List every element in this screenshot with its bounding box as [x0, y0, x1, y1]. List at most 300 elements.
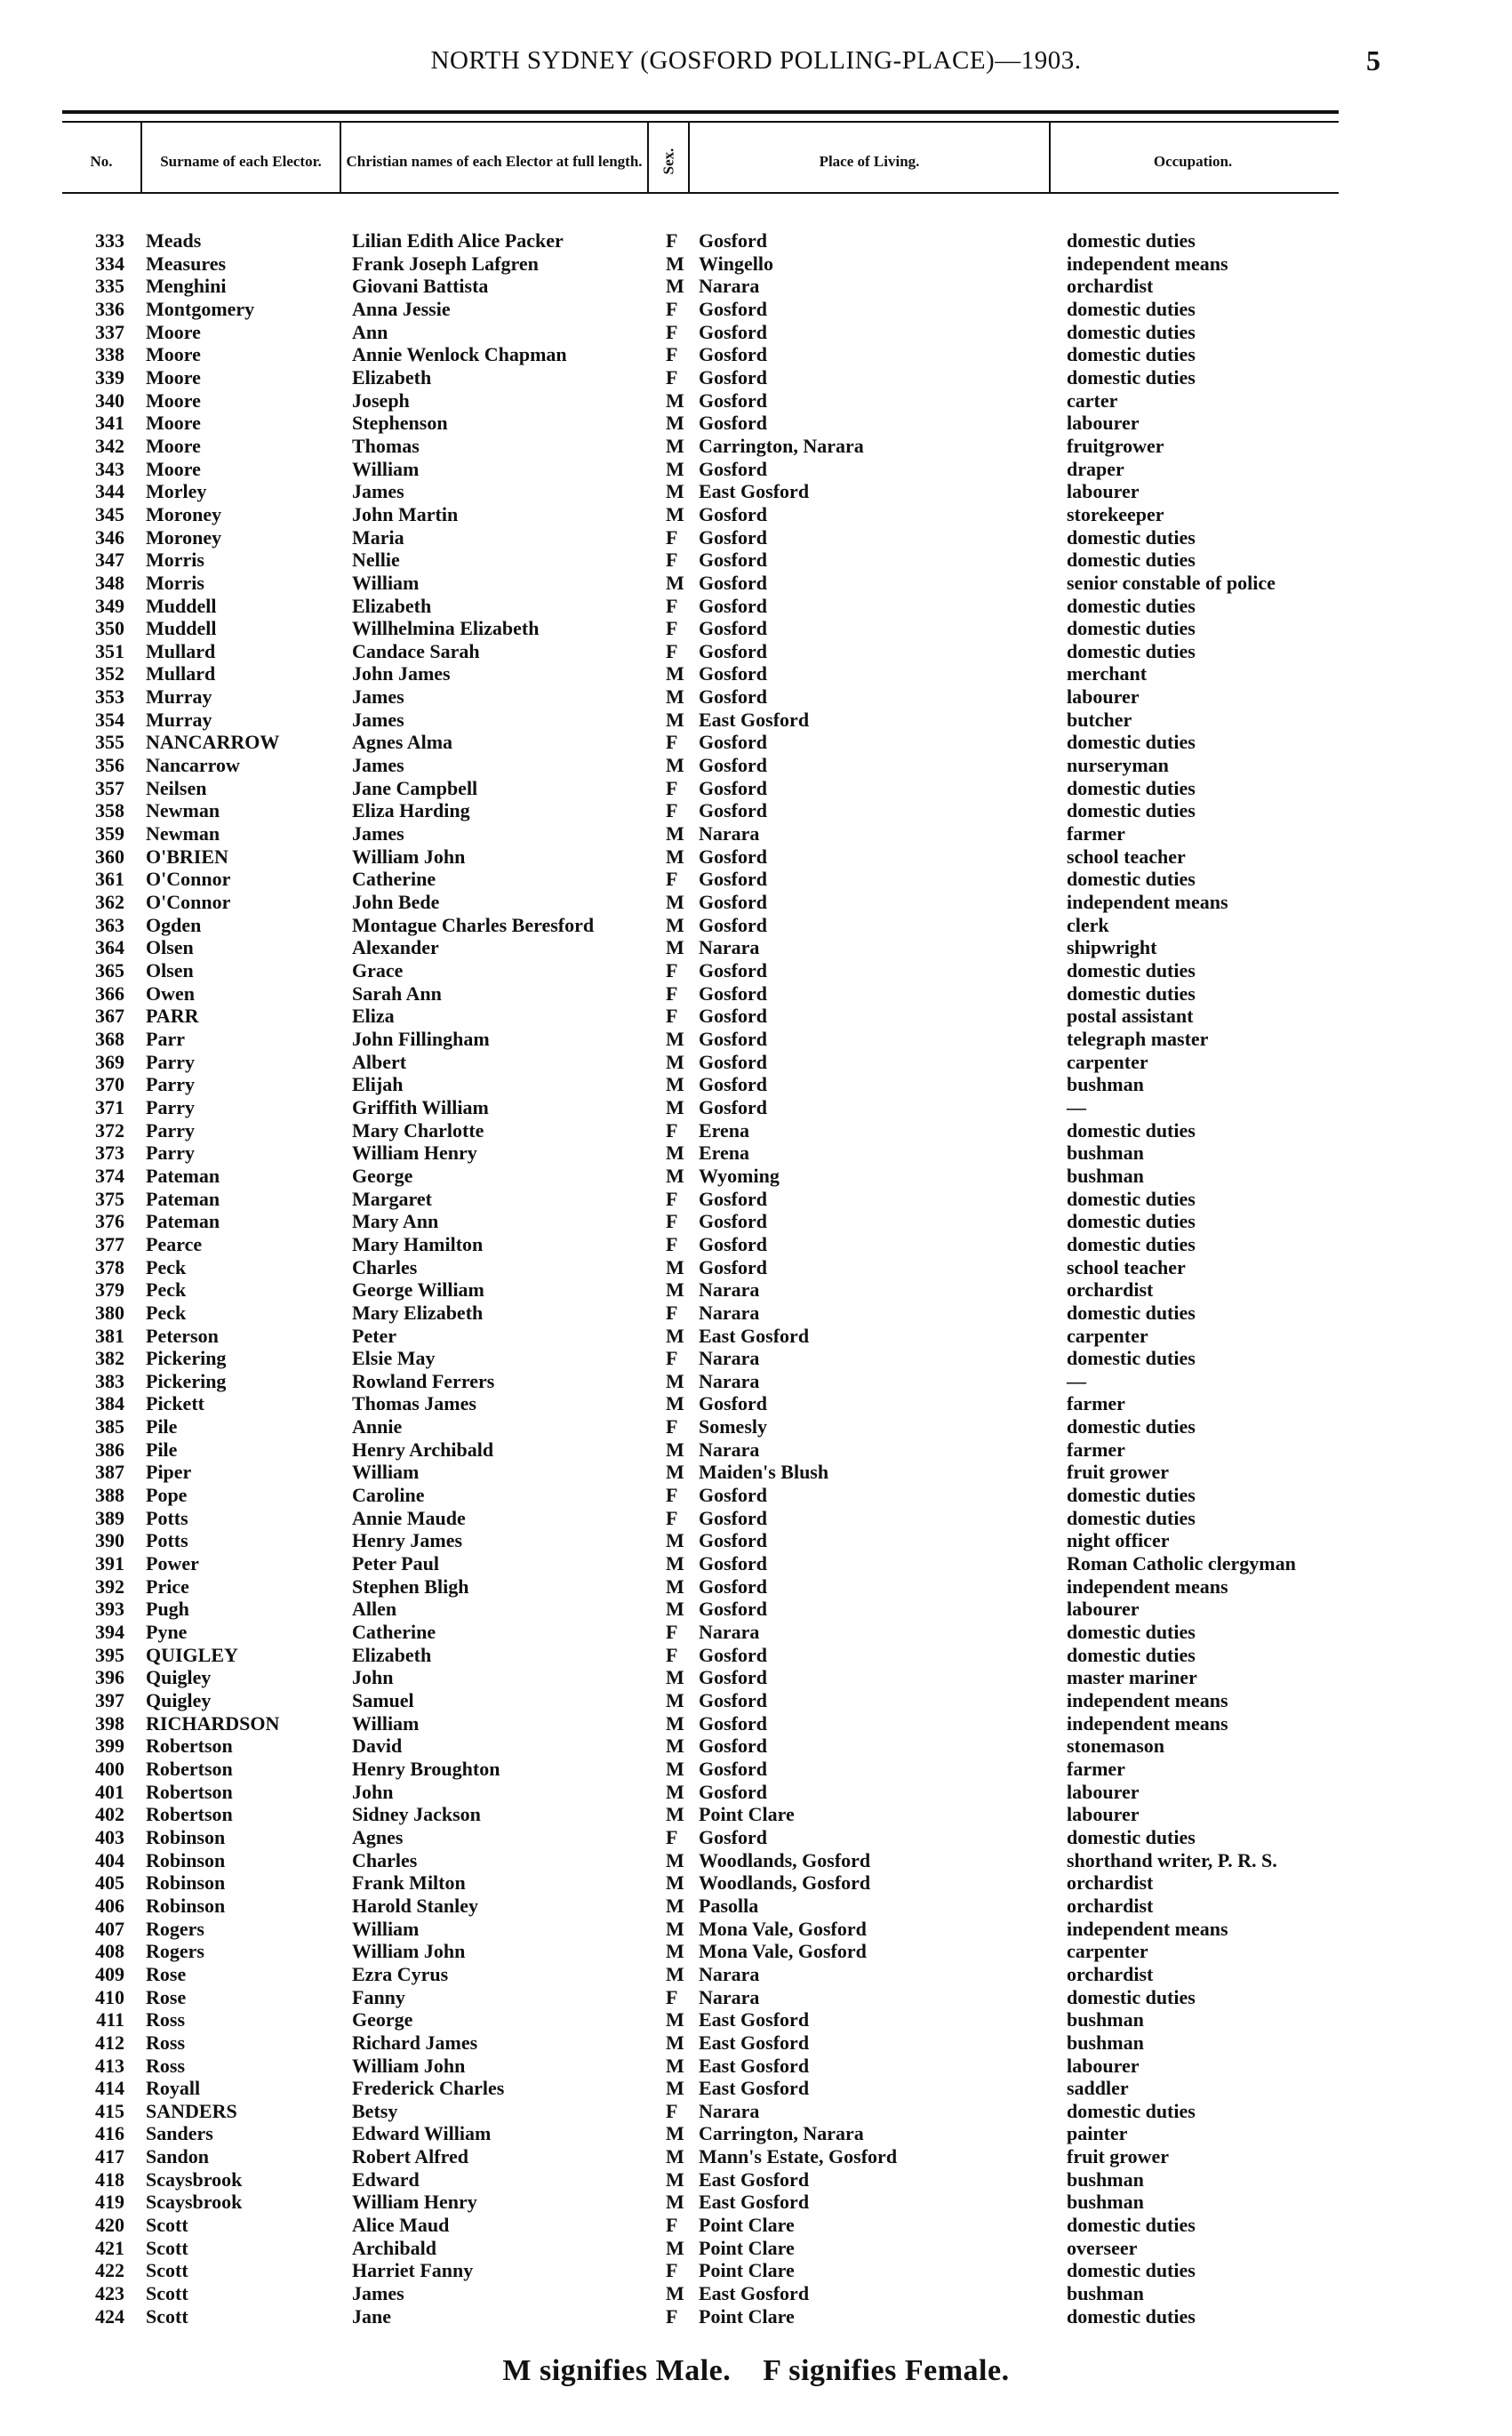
elector-sex: F: [666, 1643, 678, 1666]
elector-place: Carrington, Narara: [699, 434, 864, 457]
elector-occupation: bushman: [1067, 2282, 1144, 2305]
elector-place: Carrington, Narara: [699, 2122, 864, 2145]
table-row: [0, 2008, 1512, 2031]
elector-surname: O'Connor: [146, 868, 231, 891]
elector-place: Gosford: [699, 776, 767, 799]
elector-surname: Peterson: [146, 1324, 219, 1347]
elector-christian-names: Catherine: [352, 1621, 436, 1644]
elector-surname: Quigley: [146, 1666, 212, 1689]
elector-place: Point Clare: [699, 2214, 795, 2237]
elector-place: Gosford: [699, 1255, 767, 1278]
elector-surname: NANCARROW: [146, 731, 280, 754]
elector-number: 377: [95, 1232, 124, 1255]
elector-christian-names: James: [352, 708, 404, 731]
elector-christian-names: Griffith William: [352, 1095, 489, 1118]
elector-sex: F: [666, 617, 678, 640]
elector-place: Narara: [699, 936, 760, 959]
elector-place: Gosford: [699, 1187, 767, 1210]
elector-surname: Peck: [146, 1255, 187, 1278]
elector-christian-names: Candace Sarah: [352, 639, 480, 662]
table-row: [0, 1849, 1512, 1872]
elector-number: 390: [95, 1529, 124, 1552]
elector-sex: M: [666, 891, 684, 914]
elector-occupation: domestic duties: [1067, 229, 1196, 252]
table-row: [0, 572, 1512, 595]
elector-sex: M: [666, 502, 684, 525]
elector-surname: Pickering: [146, 1347, 227, 1370]
elector-number: 413: [95, 2054, 124, 2077]
elector-place: Gosford: [699, 1575, 767, 1598]
elector-christian-names: James: [352, 754, 404, 777]
elector-place: Gosford: [699, 502, 767, 525]
elector-surname: Pyne: [146, 1621, 188, 1644]
elector-sex: M: [666, 1575, 684, 1598]
elector-number: 387: [95, 1461, 124, 1484]
elector-occupation: domestic duties: [1067, 343, 1196, 366]
elector-place: Gosford: [699, 343, 767, 366]
elector-sex: M: [666, 936, 684, 959]
elector-occupation: independent means: [1067, 891, 1228, 914]
elector-christian-names: Elsie May: [352, 1347, 436, 1370]
elector-sex: M: [666, 1894, 684, 1917]
table-row: [0, 1986, 1512, 2009]
elector-surname: QUIGLEY: [146, 1643, 238, 1666]
elector-number: 374: [95, 1164, 124, 1187]
elector-sex: F: [666, 1347, 678, 1370]
elector-sex: M: [666, 1027, 684, 1050]
elector-surname: Rose: [146, 1985, 187, 2008]
elector-surname: Morris: [146, 549, 204, 572]
table-row: [0, 2145, 1512, 2168]
elector-surname: Montgomery: [146, 297, 255, 320]
table-row: [0, 389, 1512, 413]
table-row: [0, 1758, 1512, 1781]
elector-sex: M: [666, 2168, 684, 2191]
elector-number: 373: [95, 1142, 124, 1165]
elector-sex: M: [666, 2145, 684, 2168]
elector-christian-names: Agnes: [352, 1825, 404, 1848]
elector-number: 382: [95, 1347, 124, 1370]
elector-christian-names: Rowland Ferrers: [352, 1369, 495, 1392]
elector-number: 366: [95, 982, 124, 1005]
elector-occupation: master mariner: [1067, 1666, 1197, 1689]
elector-place: Gosford: [699, 1210, 767, 1233]
table-row: [0, 1415, 1512, 1438]
elector-surname: Olsen: [146, 936, 194, 959]
elector-number: 371: [95, 1095, 124, 1118]
elector-sex: F: [666, 1825, 678, 1848]
elector-number: 345: [95, 502, 124, 525]
elector-number: 348: [95, 571, 124, 594]
elector-christian-names: Annie: [352, 1415, 403, 1438]
table-row: [0, 1256, 1512, 1279]
elector-place: Wyoming: [699, 1164, 780, 1187]
elector-occupation: carpenter: [1067, 1050, 1148, 1073]
elector-occupation: fruit grower: [1067, 1461, 1170, 1484]
elector-sex: F: [666, 343, 678, 366]
elector-occupation: bushman: [1067, 1164, 1144, 1187]
elector-place: Gosford: [699, 1666, 767, 1689]
elector-occupation: domestic duties: [1067, 1118, 1196, 1142]
elector-surname: Scott: [146, 2259, 188, 2282]
elector-christian-names: Elizabeth: [352, 365, 432, 389]
elector-sex: M: [666, 2236, 684, 2259]
elector-sex: M: [666, 1871, 684, 1895]
table-row: [0, 435, 1512, 458]
elector-sex: M: [666, 685, 684, 709]
elector-number: 336: [95, 297, 124, 320]
elector-surname: RICHARDSON: [146, 1711, 280, 1735]
elector-place: East Gosford: [699, 2054, 810, 2077]
elector-sex: M: [666, 457, 684, 480]
page-number: 5: [1366, 44, 1380, 76]
elector-place: East Gosford: [699, 2282, 810, 2305]
elector-number: 341: [95, 412, 124, 435]
elector-number: 417: [95, 2145, 124, 2168]
elector-sex: F: [666, 2099, 678, 2122]
elector-place: Gosford: [699, 1689, 767, 1711]
table-row: [0, 343, 1512, 366]
elector-sex: M: [666, 434, 684, 457]
elector-place: Gosford: [699, 457, 767, 480]
table-row: [0, 1895, 1512, 1918]
elector-sex: M: [666, 708, 684, 731]
elector-christian-names: Caroline: [352, 1484, 425, 1507]
elector-occupation: —: [1067, 1369, 1086, 1392]
elector-sex: M: [666, 1689, 684, 1711]
elector-occupation: clerk: [1067, 913, 1109, 936]
elector-sex: M: [666, 1848, 684, 1871]
table-row: [0, 595, 1512, 618]
elector-christian-names: Elizabeth: [352, 594, 432, 617]
elector-number: 392: [95, 1575, 124, 1598]
elector-place: Gosford: [699, 959, 767, 982]
elector-number: 356: [95, 754, 124, 777]
elector-surname: Rogers: [146, 1917, 204, 1940]
elector-sex: F: [666, 982, 678, 1005]
elector-sex: F: [666, 594, 678, 617]
elector-sex: F: [666, 1005, 678, 1028]
elector-place: East Gosford: [699, 708, 810, 731]
elector-surname: Moore: [146, 365, 201, 389]
elector-sex: M: [666, 412, 684, 435]
elector-sex: F: [666, 2304, 678, 2328]
elector-number: 370: [95, 1073, 124, 1096]
elector-occupation: draper: [1067, 457, 1124, 480]
elector-number: 399: [95, 1735, 124, 1758]
elector-occupation: bushman: [1067, 2031, 1144, 2054]
elector-place: Gosford: [699, 891, 767, 914]
elector-christian-names: Willhelmina Elizabeth: [352, 617, 540, 640]
elector-christian-names: Mary Hamilton: [352, 1232, 484, 1255]
elector-number: 400: [95, 1757, 124, 1780]
elector-place: Gosford: [699, 1232, 767, 1255]
table-row: [0, 617, 1512, 640]
elector-sex: M: [666, 1529, 684, 1552]
elector-surname: Robinson: [146, 1825, 226, 1848]
elector-sex: M: [666, 2008, 684, 2031]
table-row: [0, 2055, 1512, 2078]
elector-occupation: domestic duties: [1067, 1210, 1196, 1233]
elector-surname: Robertson: [146, 1780, 233, 1803]
table-row: [0, 1735, 1512, 1758]
elector-christian-names: John Fillingham: [352, 1027, 490, 1050]
elector-occupation: domestic duties: [1067, 1415, 1196, 1438]
elector-number: 352: [95, 662, 124, 685]
elector-surname: Parry: [146, 1095, 195, 1118]
elector-place: Gosford: [699, 868, 767, 891]
elector-christian-names: Mary Charlotte: [352, 1118, 484, 1142]
column-header-surname: Surname of each Elector.: [160, 152, 322, 170]
elector-sex: F: [666, 1506, 678, 1529]
elector-place: Mona Vale, Gosford: [699, 1940, 867, 1963]
elector-number: 407: [95, 1917, 124, 1940]
elector-occupation: storekeeper: [1067, 502, 1164, 525]
elector-christian-names: Charles: [352, 1255, 418, 1278]
elector-number: 381: [95, 1324, 124, 1347]
elector-christian-names: Ezra Cyrus: [352, 1962, 449, 1985]
elector-occupation: orchardist: [1067, 1871, 1154, 1895]
elector-number: 342: [95, 434, 124, 457]
elector-number: 355: [95, 731, 124, 754]
elector-surname: Rogers: [146, 1940, 204, 1963]
elector-sex: F: [666, 1415, 678, 1438]
elector-christian-names: Nellie: [352, 549, 400, 572]
elector-christian-names: Agnes Alma: [352, 731, 453, 754]
elector-place: Gosford: [699, 297, 767, 320]
table-row: [0, 1005, 1512, 1028]
elector-surname: Meads: [146, 229, 202, 252]
table-row: [0, 2305, 1512, 2328]
elector-christian-names: Stephenson: [352, 412, 448, 435]
elector-number: 393: [95, 1598, 124, 1621]
elector-christian-names: William Henry: [352, 2191, 477, 2214]
table-row: [0, 275, 1512, 298]
elector-occupation: senior constable of police: [1067, 571, 1276, 594]
elector-sex: M: [666, 275, 684, 298]
table-row: [0, 1278, 1512, 1302]
elector-place: East Gosford: [699, 2191, 810, 2214]
elector-number: 360: [95, 845, 124, 868]
elector-sex: M: [666, 662, 684, 685]
elector-occupation: labourer: [1067, 1598, 1140, 1621]
elector-place: East Gosford: [699, 2031, 810, 2054]
elector-number: 422: [95, 2259, 124, 2282]
elector-number: 419: [95, 2191, 124, 2214]
elector-sex: M: [666, 1278, 684, 1302]
elector-christian-names: Henry James: [352, 1529, 463, 1552]
elector-place: Gosford: [699, 1643, 767, 1666]
elector-occupation: domestic duties: [1067, 320, 1196, 343]
elector-sex: M: [666, 2282, 684, 2305]
elector-christian-names: Samuel: [352, 1689, 414, 1711]
elector-number: 396: [95, 1666, 124, 1689]
table-row: [0, 1529, 1512, 1552]
elector-occupation: domestic duties: [1067, 639, 1196, 662]
elector-sex: M: [666, 1940, 684, 1963]
elector-sex: M: [666, 2122, 684, 2145]
elector-list: [0, 229, 1512, 2328]
table-row: [0, 252, 1512, 276]
elector-sex: M: [666, 754, 684, 777]
elector-number: 414: [95, 2077, 124, 2100]
elector-number: 397: [95, 1689, 124, 1711]
elector-number: 350: [95, 617, 124, 640]
elector-christian-names: Edward William: [352, 2122, 492, 2145]
elector-place: Gosford: [699, 1095, 767, 1118]
elector-number: 411: [96, 2008, 124, 2031]
table-row: [0, 480, 1512, 503]
elector-sex: M: [666, 2077, 684, 2100]
table-row: [0, 959, 1512, 982]
elector-surname: Potts: [146, 1506, 188, 1529]
elector-christian-names: Joseph: [352, 389, 410, 412]
elector-surname: Owen: [146, 982, 195, 1005]
elector-occupation: domestic duties: [1067, 2259, 1196, 2282]
table-row: [0, 1119, 1512, 1142]
elector-sex: M: [666, 2191, 684, 2214]
elector-number: 333: [95, 229, 124, 252]
elector-occupation: domestic duties: [1067, 2099, 1196, 2122]
elector-number: 379: [95, 1278, 124, 1302]
elector-surname: Robertson: [146, 1803, 233, 1826]
elector-number: 395: [95, 1643, 124, 1666]
elector-occupation: domestic duties: [1067, 1825, 1196, 1848]
elector-christian-names: Ann: [352, 320, 388, 343]
elector-number: 403: [95, 1825, 124, 1848]
elector-place: Gosford: [699, 1506, 767, 1529]
elector-surname: Scott: [146, 2304, 188, 2328]
table-row: [0, 685, 1512, 709]
elector-christian-names: Frank Milton: [352, 1871, 466, 1895]
elector-surname: Robertson: [146, 1735, 233, 1758]
elector-place: Point Clare: [699, 1803, 795, 1826]
elector-number: 401: [95, 1780, 124, 1803]
table-row: [0, 1461, 1512, 1484]
elector-number: 335: [95, 275, 124, 298]
elector-sex: M: [666, 1803, 684, 1826]
elector-occupation: labourer: [1067, 685, 1140, 709]
elector-sex: M: [666, 1392, 684, 1415]
table-row: [0, 2237, 1512, 2260]
table-row: [0, 1096, 1512, 1119]
elector-place: Gosford: [699, 1027, 767, 1050]
table-row: [0, 640, 1512, 663]
table-row: [0, 2168, 1512, 2192]
elector-occupation: farmer: [1067, 822, 1125, 845]
elector-place: Erena: [699, 1118, 750, 1142]
elector-christian-names: James: [352, 822, 404, 845]
elector-sex: M: [666, 1735, 684, 1758]
elector-surname: Potts: [146, 1529, 188, 1552]
table-row: [0, 1689, 1512, 1712]
elector-surname: Peck: [146, 1301, 187, 1324]
table-row: [0, 1165, 1512, 1188]
elector-number: 380: [95, 1301, 124, 1324]
elector-occupation: carpenter: [1067, 1940, 1148, 1963]
header-rule-bottom: [62, 192, 1339, 194]
elector-christian-names: Sarah Ann: [352, 982, 442, 1005]
elector-christian-names: William: [352, 457, 420, 480]
elector-occupation: bushman: [1067, 2191, 1144, 2214]
elector-surname: Muddell: [146, 617, 217, 640]
elector-occupation: labourer: [1067, 2054, 1140, 2077]
elector-place: Gosford: [699, 320, 767, 343]
elector-surname: Parry: [146, 1118, 195, 1142]
elector-number: 334: [95, 252, 124, 275]
elector-number: 424: [95, 2304, 124, 2328]
elector-surname: Moore: [146, 389, 201, 412]
table-row: [0, 1621, 1512, 1644]
elector-place: Gosford: [699, 1598, 767, 1621]
elector-sex: F: [666, 868, 678, 891]
elector-surname: Rose: [146, 1962, 187, 1985]
column-header-christian-names: Christian names of each Elector at full length.: [346, 152, 643, 170]
elector-surname: Pearce: [146, 1232, 203, 1255]
elector-christian-names: Sidney Jackson: [352, 1803, 481, 1826]
elector-sex: M: [666, 1164, 684, 1187]
table-row: [0, 1575, 1512, 1599]
elector-christian-names: Mary Elizabeth: [352, 1301, 484, 1324]
elector-place: Gosford: [699, 1825, 767, 1848]
elector-place: Point Clare: [699, 2259, 795, 2282]
elector-number: 408: [95, 1940, 124, 1963]
elector-surname: Olsen: [146, 959, 194, 982]
elector-christian-names: John: [352, 1666, 394, 1689]
elector-christian-names: Peter: [352, 1324, 397, 1347]
elector-place: Gosford: [699, 982, 767, 1005]
elector-place: Narara: [699, 1369, 760, 1392]
elector-number: 359: [95, 822, 124, 845]
elector-christian-names: Giovani Battista: [352, 275, 489, 298]
column-header-occupation: Occupation.: [1153, 152, 1233, 170]
elector-number: 384: [95, 1392, 124, 1415]
table-row: [0, 799, 1512, 822]
elector-christian-names: Lilian Edith Alice Packer: [352, 229, 564, 252]
elector-surname: Murray: [146, 685, 212, 709]
elector-place: East Gosford: [699, 1324, 810, 1347]
table-row: [0, 1142, 1512, 1165]
elector-christian-names: James: [352, 685, 404, 709]
elector-surname: O'BRIEN: [146, 845, 228, 868]
elector-number: 357: [95, 776, 124, 799]
elector-surname: Parry: [146, 1142, 195, 1165]
elector-sex: F: [666, 1985, 678, 2008]
elector-sex: F: [666, 1232, 678, 1255]
elector-christian-names: Allen: [352, 1598, 397, 1621]
elector-surname: SANDERS: [146, 2099, 237, 2122]
elector-christian-names: Anna Jessie: [352, 297, 451, 320]
elector-surname: Pickett: [146, 1392, 204, 1415]
table-row: [0, 2191, 1512, 2214]
elector-occupation: domestic duties: [1067, 1187, 1196, 1210]
elector-place: Point Clare: [699, 2236, 795, 2259]
elector-christian-names: Frank Joseph Lafgren: [352, 252, 539, 275]
elector-occupation: saddler: [1067, 2077, 1129, 2100]
elector-sex: F: [666, 1301, 678, 1324]
elector-surname: Scott: [146, 2214, 188, 2237]
elector-christian-names: Alice Maud: [352, 2214, 450, 2237]
elector-occupation: domestic duties: [1067, 2214, 1196, 2237]
elector-place: East Gosford: [699, 2168, 810, 2191]
elector-place: Gosford: [699, 731, 767, 754]
elector-sex: M: [666, 1917, 684, 1940]
table-row: [0, 2122, 1512, 2145]
elector-christian-names: Eliza Harding: [352, 799, 470, 822]
table-row: [0, 1051, 1512, 1074]
elector-number: 351: [95, 639, 124, 662]
elector-number: 361: [95, 868, 124, 891]
